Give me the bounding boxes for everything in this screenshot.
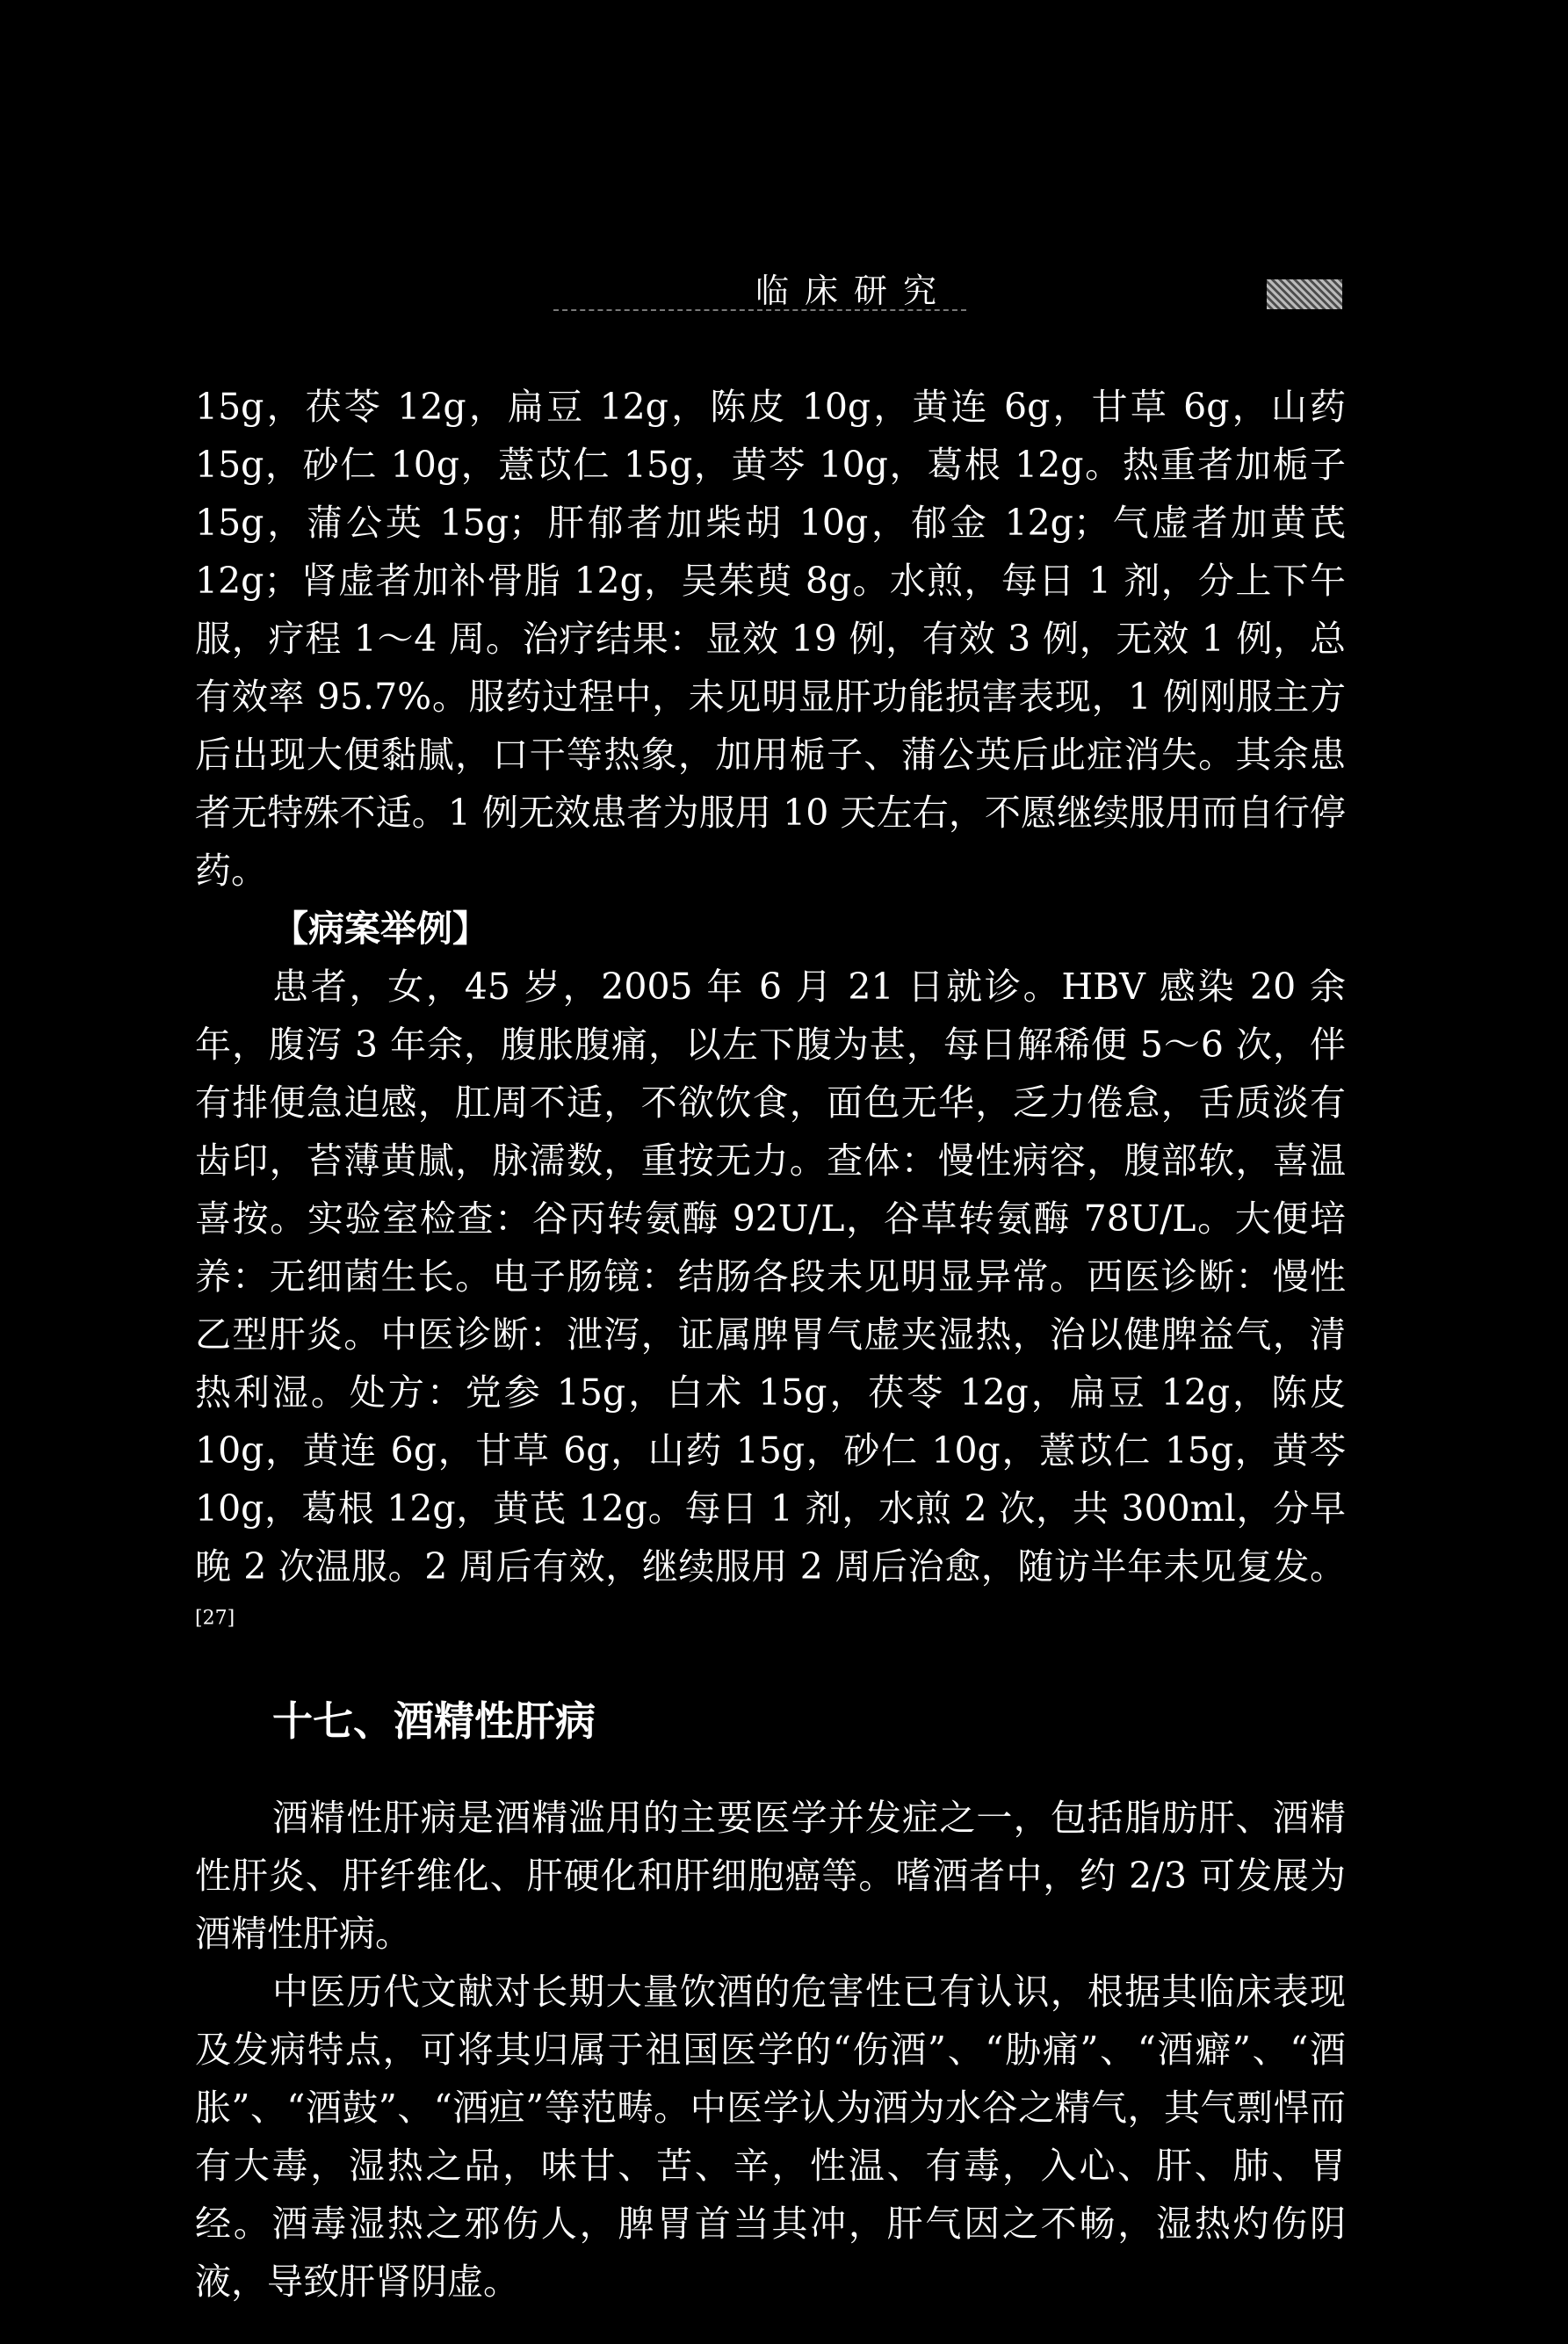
case-text: 患者，女，45 岁，2005 年 6 月 21 日就诊。HBV 感染 20 余年，腹泻 3 年余，腹胀腹痛，以左下腹为甚，每日解稀便 5～6 次，伴有排便急迫感，肛周不适，不欲饮食，面色无华，乏力倦怠，舌质淡有齿印，苔薄黄腻，脉濡数，重按无力。查体：慢性病容，腹部软，喜温喜按。实验室检查：谷丙转氨酶 92U/L，谷草转氨酶 78U/L。大便培养：无细菌生长。电子肠镜：结肠各段未见明显异常。西医诊断：慢性乙型肝炎。中医诊断：泄泻，证属脾胃气虚夹湿热，治以健脾益气，清热利湿。处方：党参 15g，白术 15g，茯苓 12g，扁豆 12g，陈皮 10g，黄连 6g，甘草 6g，山药 15g，砂仁 10g，薏苡仁 15g，黄芩 10g，葛根 12g，黄芪 12g。每日 1 剂，水煎 2 次，共 300ml，分早晚 2 次温服。2 周后有效，继续服用 2 周后治愈，随访半年未见复发。 <box>195 966 1346 1588</box>
case-paragraph <box>195 958 1346 1653</box>
section-paragraph-1: 酒精性肝病是酒精滥用的主要医学并发症之一，包括脂肪肝、酒精性肝炎、肝纤维化、肝硬化和肝细胞癌等。嗜酒者中，约 2/3 可发展为酒精性肝病。 <box>195 1797 1346 1955</box>
body-text <box>195 378 1346 2311</box>
case-heading: 【病案举例】 <box>272 908 488 950</box>
header-rule <box>553 309 966 311</box>
section-title: 十七、酒精性肝病 <box>272 1697 596 1745</box>
treatment-paragraph: 15g，茯苓 12g，扁豆 12g，陈皮 10g，黄连 6g，甘草 6g，山药 15g，砂仁 10g，薏苡仁 15g，黄芩 10g，葛根 12g。热重者加栀子 15g，蒲公英 15g；肝郁者加柴胡 10g，郁金 12g；气虚者加黄芪 12g；肾虚者加补骨脂 12g，吴茱萸 8g。水煎，每日 1 剂，分上下午服，疗程 1～4 周。治疗结果：显效 19 例，有效 3 例，无效 1 例，总有效率 95.7%。服药过程中，未见明显肝功能损害表现，1 例刚服主方后出现大便黏腻，口干等热象，加用栀子、蒲公英后此症消失。其余患者无特殊不适。1 例无效患者为服用 10 天左右，不愿继续服用而自行停药。 <box>195 386 1346 892</box>
citation-mark: [27] <box>195 1607 235 1630</box>
running-header: 临床研究 <box>755 271 953 310</box>
corner-ornament-icon <box>1267 279 1342 309</box>
section-paragraph-2: 中医历代文献对长期大量饮酒的危害性已有认识，根据其临床表现及发病特点，可将其归属于祖国医学的“伤酒”、“胁痛”、“酒癖”、“酒胀”、“酒鼓”、“酒疸”等范畴。中医学认为酒为水谷之精气，其气剽悍而有大毒，湿热之品，味甘、苦、辛，性温、有毒，入心、肝、肺、胃经。酒毒湿热之邪伤人，脾胃首当其冲，肝气因之不畅，湿热灼伤阴液，导致肝肾阴虚。 <box>195 1971 1346 2303</box>
